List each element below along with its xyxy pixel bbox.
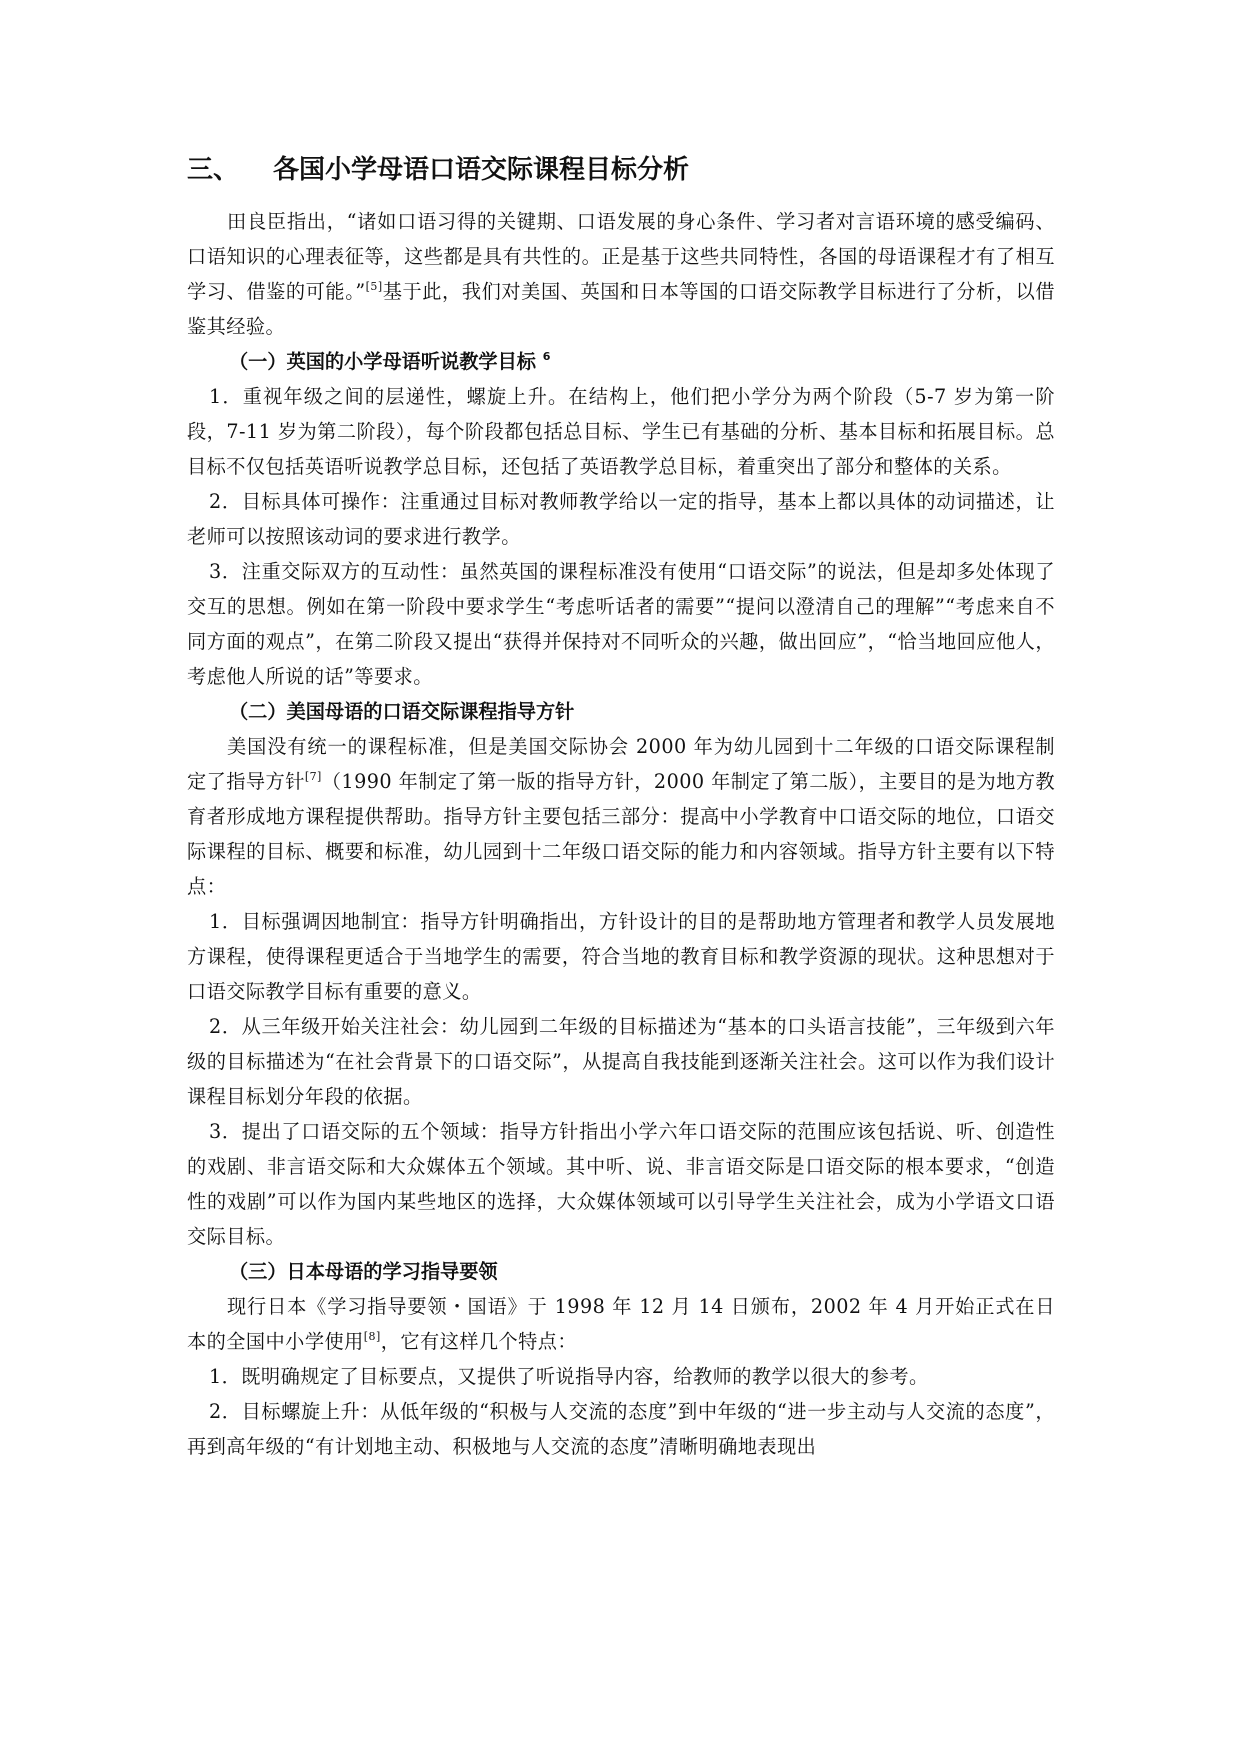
citation-ref: 6 — [542, 350, 551, 363]
jp-point-2: 2．目标螺旋上升：从低年级的“积极与人交流的态度”到中年级的“进一步主动与人交流的态度”，再到高年级的“有计划地主动、积极地与人交流的态度”清晰明确地表现出 — [187, 1400, 1055, 1458]
citation-ref: [5] — [365, 280, 383, 293]
document-page — [187, 150, 1055, 1464]
section-title-text: 各国小学母语口语交际课程目标分析 — [273, 155, 690, 185]
subsection-heading-uk: （一）英国的小学母语听说教学目标 $^6$ — [229, 350, 551, 373]
citation-ref: [8] — [363, 1330, 381, 1343]
us-point-2: 2．从三年级开始关注社会：幼儿园到二年级的目标描述为“基本的口头语言技能”，三年级到六年级的目标描述为“在社会背景下的口语交际”，从提高自我技能到逐渐关注社会。这可以作为我们设计课程目标划分年段的依据。 — [187, 1015, 1055, 1108]
subsection-heading-jp: （三）日本母语的学习指导要领 — [229, 1260, 498, 1283]
us-intro-paragraph: 美国没有统一的课程标准，但是美国交际协会 2000 年为幼儿园到十二年级的口语交际课程制定了指导方针[7]（1990 年制定了第一版的指导方针，2000 年制定了第二版），主要目的是为地方教育者形成地方课程提供帮助。指导方针主要包括三部分：提高中小学教育中口语交际的地位，口语交际课程的目标、概要和标准，幼儿园到十二年级口语交际的能力和内容领域。指导方针主要有以下特点： — [187, 735, 1055, 898]
section-number: 三、 — [187, 155, 240, 185]
section-title — [187, 150, 1055, 190]
us-point-1: 1．目标强调因地制宜：指导方针明确指出，方针设计的目的是帮助地方管理者和教学人员发展地方课程，使得课程更适合于当地学生的需要，符合当地的教育目标和教学资源的现状。这种思想对于口语交际教学目标有重要的意义。 — [187, 910, 1055, 1003]
jp-point-1: 1．既明确规定了目标要点，又提供了听说指导内容，给教师的教学以很大的参考。 — [209, 1365, 929, 1388]
jp-intro-paragraph: 现行日本《学习指导要领・国语》于 1998 年 12 月 14 日颁布，2002 年 4 月开始正式在日本的全国中小学使用[8]，它有这样几个特点： — [187, 1295, 1055, 1353]
uk-point-1: 1．重视年级之间的层递性，螺旋上升。在结构上，他们把小学分为两个阶段（5-7 岁为第一阶段，7-11 岁为第二阶段），每个阶段都包括总目标、学生已有基础的分析、基本目标和拓展目标。总目标不仅包括英语听说教学总目标，还包括了英语教学总目标，着重突出了部分和整体的关系。 — [187, 385, 1055, 478]
us-point-3: 3．提出了口语交际的五个领域：指导方针指出小学六年口语交际的范围应该包括说、听、创造性的戏剧、非言语交际和大众媒体五个领域。其中听、说、非言语交际是口语交际的根本要求，“创造性的戏剧”可以作为国内某些地区的选择，大众媒体领域可以引导学生关注社会，成为小学语文口语交际目标。 — [187, 1120, 1055, 1248]
uk-point-2: 2．目标具体可操作：注重通过目标对教师教学给以一定的指导，基本上都以具体的动词描述，让老师可以按照该动词的要求进行教学。 — [187, 490, 1055, 548]
citation-ref: [7] — [304, 770, 322, 783]
uk-point-3: 3．注重交际双方的互动性：虽然英国的课程标准没有使用“口语交际”的说法，但是却多处体现了交互的思想。例如在第一阶段中要求学生“考虑听话者的需要”“提问以澄清自己的理解”“考虑来自不同方面的观点”，在第二阶段又提出“获得并保持对不同听众的兴趣，做出回应”，“恰当地回应他人，考虑他人所说的话”等要求。 — [187, 560, 1055, 688]
subsection-heading-us: （二）美国母语的口语交际课程指导方针 — [229, 700, 575, 723]
intro-paragraph: 田良臣指出，“诸如口语习得的关键期、口语发展的身心条件、学习者对言语环境的感受编码、口语知识的心理表征等，这些都是具有共性的。正是基于这些共同特性，各国的母语课程才有了相互学习、借鉴的可能。”[5]基于此，我们对美国、英国和日本等国的口语交际教学目标进行了分析，以借鉴其经验。 — [187, 210, 1055, 338]
